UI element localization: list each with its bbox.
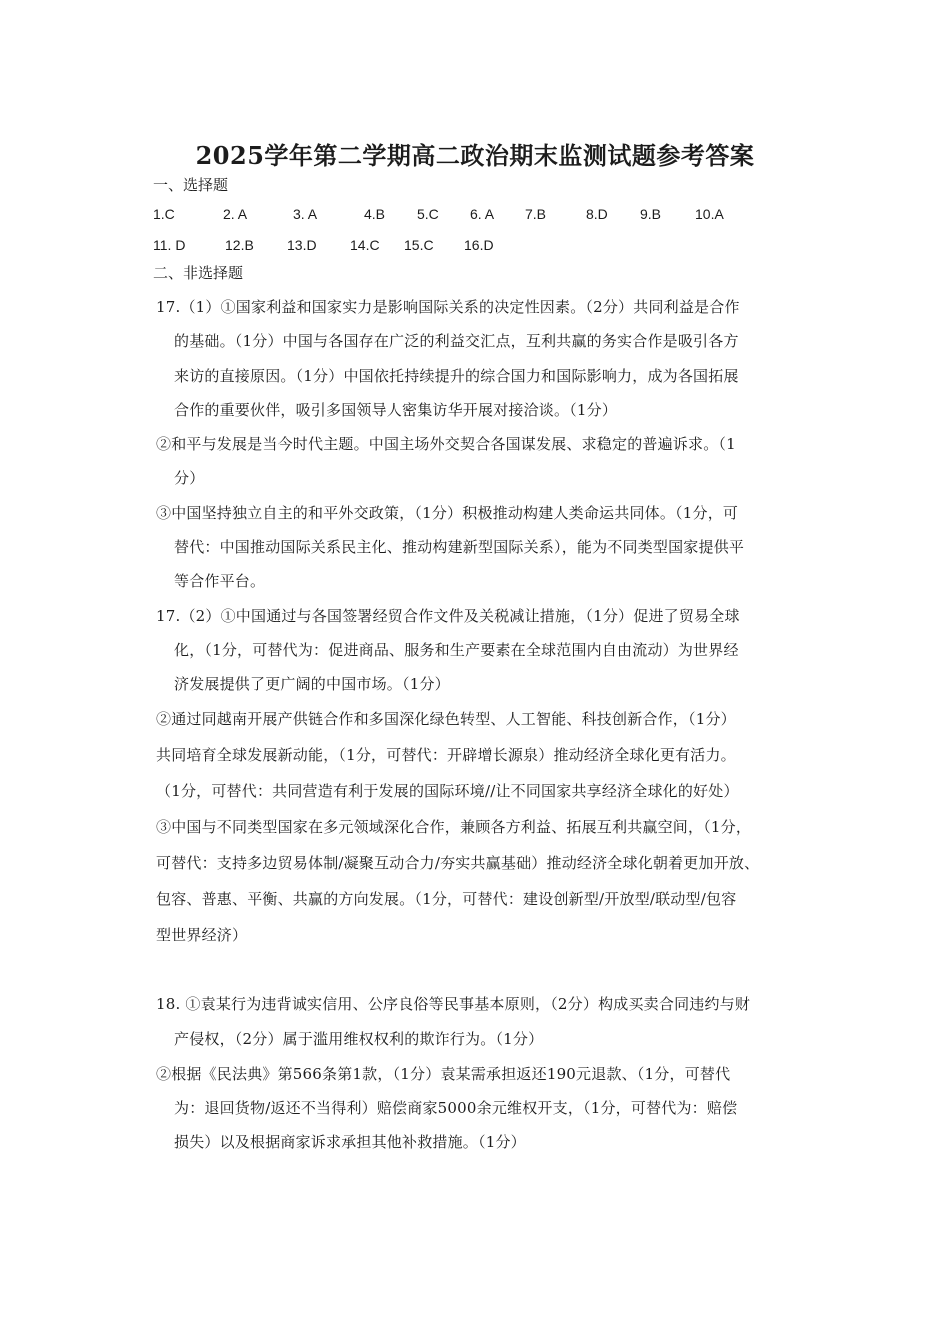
choice-answer: 14.C	[350, 237, 380, 253]
answer-line: 型世界经济）	[156, 926, 248, 944]
answer-line: ②通过同越南开展产供链合作和多国深化绿色转型、人工智能、科技创新合作，（1分）	[156, 710, 736, 728]
answer-line: 分）	[174, 469, 205, 487]
section-heading-non-choice: 二、非选择题	[153, 264, 244, 282]
answer-line: 合作的重要伙伴，吸引多国领导人密集访华开展对接洽谈。（1分）	[174, 401, 618, 419]
choice-answer: 10.A	[695, 206, 724, 222]
choice-answer: 9.B	[640, 206, 662, 222]
answer-line: ②根据《民法典》第566条第1款，（1分）袁某需承担返还190元退款、（1分，可替代	[156, 1065, 731, 1083]
answer-line: ③中国坚持独立自主的和平外交政策，（1分）积极推动构建人类命运共同体。（1分，可	[156, 504, 739, 522]
choice-answer: 2. A	[223, 206, 248, 222]
choice-answer: 13.D	[287, 237, 317, 253]
answer-line: 可替代：支持多边贸易体制/凝聚互动合力/夯实共赢基础）推动经济全球化朝着更加开放、	[156, 854, 760, 872]
answer-line: 共同培育全球发展新动能，（1分，可替代：开辟增长源泉）推动经济全球化更有活力。	[156, 746, 736, 764]
answer-line: 损失）以及根据商家诉求承担其他补救措施。（1分）	[174, 1133, 526, 1151]
answer-line: 17.（2）①中国通过与各国签署经贸合作文件及关税减让措施，（1分）促进了贸易全球	[156, 607, 740, 625]
answer-line: 来访的直接原因。（1分）中国依托持续提升的综合国力和国际影响力，成为各国拓展	[174, 367, 739, 385]
answer-line: 产侵权，（2分）属于滥用维权权利的欺诈行为。（1分）	[174, 1030, 544, 1048]
answer-line: 替代：中国推动国际关系民主化、推动构建新型国际关系），能为不同类型国家提供平	[174, 538, 745, 556]
answer-line: 包容、普惠、平衡、共赢的方向发展。（1分，可替代：建设创新型/开放型/联动型/包容	[156, 890, 737, 908]
answer-line: 等合作平台。	[174, 572, 266, 590]
section-heading-choice: 一、选择题	[153, 176, 229, 194]
answer-line: 的基础。（1分）中国与各国存在广泛的利益交汇点，互利共赢的务实合作是吸引各方	[174, 332, 739, 350]
answer-line: 17.（1）①国家利益和国家实力是影响国际关系的决定性因素。（2分）共同利益是合作	[156, 298, 740, 316]
answer-line: ②和平与发展是当今时代主题。中国主场外交契合各国谋发展、求稳定的普遍诉求。（1	[156, 435, 736, 453]
choice-answer: 8.D	[586, 206, 608, 222]
choice-answer: 16.D	[464, 237, 494, 253]
answer-line: ③中国与不同类型国家在多元领域深化合作，兼顾各方利益、拓展互利共赢空间，（1分，	[156, 818, 752, 836]
choice-answer: 4.B	[364, 206, 386, 222]
choice-answer: 12.B	[225, 237, 254, 253]
answer-line: 济发展提供了更广阔的中国市场。（1分）	[174, 675, 450, 693]
choice-answer: 1.C	[153, 206, 175, 222]
choice-answer: 15.C	[404, 237, 434, 253]
choice-answer: 11. D	[153, 237, 186, 253]
answer-line: 18. ①袁某行为违背诚实信用、公序良俗等民事基本原则，（2分）构成买卖合同违约与财	[156, 995, 751, 1013]
answer-line: 为：退回货物/返还不当得利）赔偿商家5000余元维权开支，（1分，可替代为：赔偿	[174, 1099, 738, 1117]
choice-answer: 5.C	[417, 206, 439, 222]
answer-line: 化，（1分，可替代为：促进商品、服务和生产要素在全球范围内自由流动）为世界经	[174, 641, 739, 659]
choice-answer: 3. A	[293, 206, 318, 222]
choice-answer: 7.B	[525, 206, 547, 222]
page-title: 2025学年第二学期高二政治期末监测试题参考答案	[195, 141, 755, 170]
choice-answer: 6. A	[470, 206, 495, 222]
answer-line: （1分，可替代：共同营造有利于发展的国际环境//让不同国家共享经济全球化的好处）	[156, 782, 739, 800]
